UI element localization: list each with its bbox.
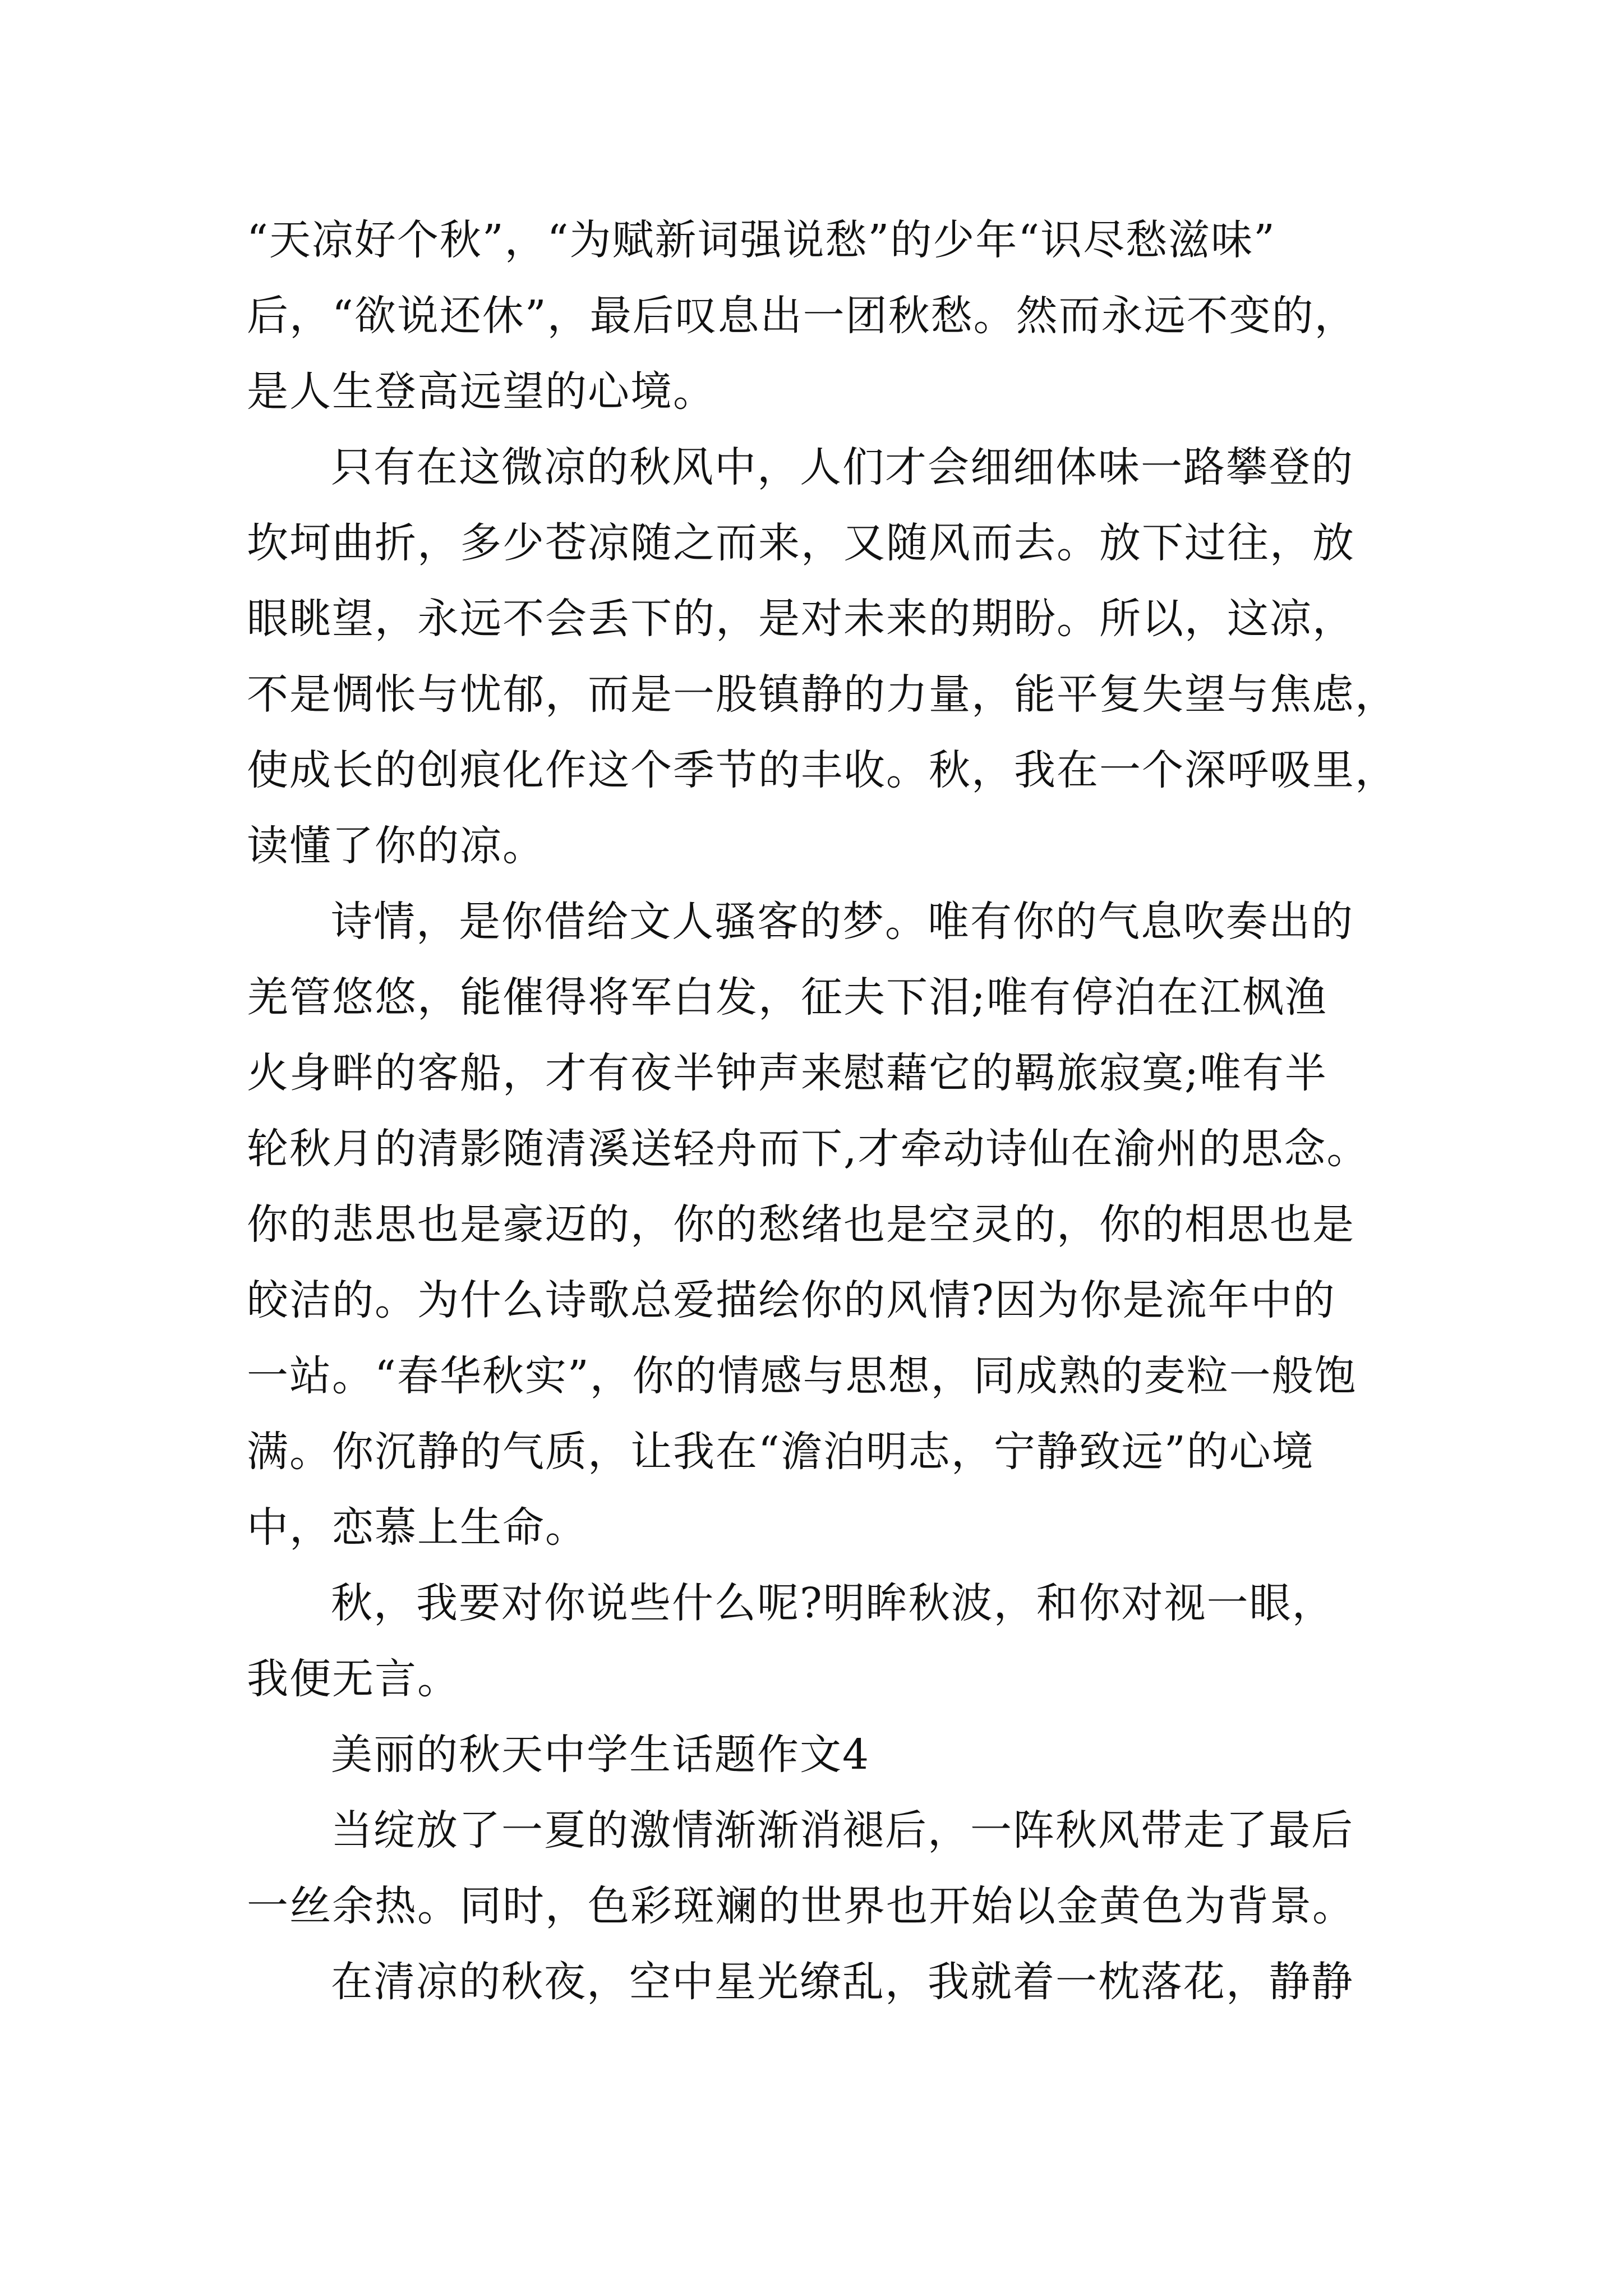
text-line: 后，“欲说还休”，最后叹息出一团秋愁。然而永远不变的， <box>247 292 1357 340</box>
paragraph-start-line: 秋，我要对你说些什么呢?明眸秋波，和你对视一眼， <box>331 1579 1335 1627</box>
text-line: 读懂了你的凉。 <box>247 822 545 870</box>
section-heading: 美丽的秋天中学生话题作文4 <box>331 1731 870 1779</box>
text-line: 皎洁的。为什么诗歌总爱描绘你的风情?因为你是流年中的 <box>247 1276 1336 1324</box>
text-line: 坎坷曲折，多少苍凉随之而来，又随风而去。放下过往，放 <box>247 519 1355 567</box>
paragraph-start-line: 只有在这微凉的秋风中，人们才会细细体味一路攀登的 <box>331 443 1354 491</box>
text-line: 一站。“春华秋实”，你的情感与思想，同成熟的麦粒一般饱 <box>247 1352 1357 1400</box>
paragraph-start-line: 诗情，是你借给文人骚客的梦。唯有你的气息吹奏出的 <box>331 898 1354 946</box>
paragraph-start-line: 在清凉的秋夜，空中星光缭乱，我就着一枕落花，静静 <box>331 1958 1354 2006</box>
text-line: 满。你沉静的气质，让我在“澹泊明志，宁静致远”的心境 <box>247 1428 1315 1476</box>
paragraph-start-line: 当绽放了一夏的激情渐渐消褪后，一阵秋风带走了最后 <box>331 1806 1354 1855</box>
text-line: 羌管悠悠，能催得将军白发，征夫下泪;唯有停泊在江枫渔 <box>247 973 1327 1022</box>
text-line: 使成长的创痕化作这个季节的丰收。秋，我在一个深呼吸里， <box>247 746 1398 794</box>
text-line: 中，恋慕上生命。 <box>247 1503 588 1552</box>
text-line: “天凉好个秋”，“为赋新词强说愁”的少年“识尽愁滋味” <box>247 216 1276 264</box>
text-line: 你的悲思也是豪迈的，你的愁绪也是空灵的，你的相思也是 <box>247 1200 1355 1249</box>
text-line: 轮秋月的清影随清溪送轻舟而下,才牵动诗仙在渝州的思念。 <box>247 1125 1370 1173</box>
text-line: 眼眺望，永远不会丢下的，是对未来的期盼。所以，这凉， <box>247 595 1355 643</box>
text-line: 一丝余热。同时，色彩斑斓的世界也开始以金黄色为背景。 <box>247 1882 1355 1930</box>
text-line: 我便无言。 <box>247 1655 460 1703</box>
text-line: 火身畔的客船，才有夜半钟声来慰藉它的羁旅寂寞;唯有半 <box>247 1049 1327 1097</box>
text-line: 不是惆怅与忧郁，而是一股镇静的力量，能平复失望与焦虑， <box>247 670 1398 719</box>
text-line: 是人生登高远望的心境。 <box>247 367 716 416</box>
